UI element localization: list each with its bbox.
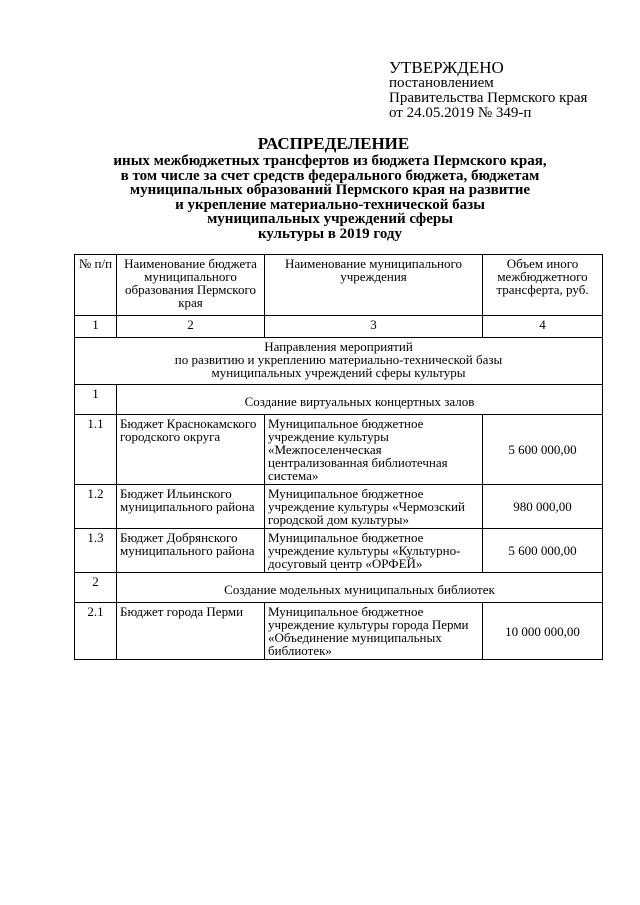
table-row (75, 415, 603, 485)
table-row (75, 603, 603, 660)
row-budget: Бюджет города Перми (117, 603, 265, 660)
title-line: культуры в 2019 году (257, 225, 402, 242)
header-institution: Наименование муниципального учреждения (265, 255, 483, 316)
row-budget: Бюджет Краснокамского городского округа (117, 415, 265, 485)
direction-line: муниципальных учреждений сферы культуры (211, 365, 466, 380)
title-line: муниципальных образований Пермского края на развитие (129, 182, 531, 198)
approval-line: постановлением (389, 75, 494, 91)
header-amount: Объем иного межбюджетного трансферта, руб. (483, 255, 603, 316)
title-heading: РАСПРЕДЕЛЕНИЕ (257, 134, 410, 153)
row-amount: 10 000 000,00 (483, 603, 603, 660)
distribution-table (74, 254, 603, 660)
document-title (60, 134, 600, 241)
approval-line: от 24.05.2019 № 349-п (389, 105, 532, 121)
row-amount: 5 600 000,00 (483, 415, 603, 485)
row-amount: 980 000,00 (483, 485, 603, 529)
section-row (75, 573, 603, 603)
row-budget: Бюджет Добрянского муниципального района (117, 529, 265, 573)
table-header-row (75, 255, 603, 316)
row-number: 2.1 (75, 603, 117, 660)
column-numbers-row (75, 316, 603, 338)
row-number: 1.3 (75, 529, 117, 573)
direction-line: Направления мероприятий (264, 339, 413, 354)
section-title: Создание модельных муниципальных библиотек (117, 573, 603, 603)
section-number: 2 (75, 573, 117, 603)
title-line: муниципальных учреждений сферы (207, 211, 453, 227)
section-number: 1 (75, 385, 117, 415)
header-number: № п/п (75, 255, 117, 316)
column-number: 1 (75, 316, 117, 338)
column-number: 2 (117, 316, 265, 338)
row-amount: 5 600 000,00 (483, 529, 603, 573)
direction-row (75, 338, 603, 385)
section-row (75, 385, 603, 415)
row-budget: Бюджет Ильинского муниципального района (117, 485, 265, 529)
section-title: Создание виртуальных концертных залов (117, 385, 603, 415)
row-number: 1.2 (75, 485, 117, 529)
row-institution: Муниципальное бюджетное учреждение культуры «Чермозский городской дом культуры» (265, 485, 483, 529)
row-institution: Муниципальное бюджетное учреждение культуры города Перми «Объединение муниципальных библиотек» (265, 603, 483, 660)
approval-stamp (389, 59, 587, 121)
column-number: 4 (483, 316, 603, 338)
title-line: иных межбюджетных трансфертов из бюджета Пермского края, (113, 153, 547, 169)
title-line: и укрепление материально-технической базы (175, 196, 485, 213)
direction-cell (75, 338, 603, 385)
table-row (75, 529, 603, 573)
table-row (75, 485, 603, 529)
direction-line: по развитию и укреплению материально-технической базы (174, 352, 503, 367)
column-number: 3 (265, 316, 483, 338)
row-number: 1.1 (75, 415, 117, 485)
row-institution: Муниципальное бюджетное учреждение культуры «Культурно-досуговый центр «ОРФЕЙ» (265, 529, 483, 573)
title-line: в том числе за счет средств федерального бюджета, бюджетам (120, 167, 540, 184)
row-institution: Муниципальное бюджетное учреждение культуры «Межпоселенческая централизованная библиотечная система» (265, 415, 483, 485)
header-budget: Наименование бюджета муниципального образования Пермского края (117, 255, 265, 316)
approval-line: Правительства Пермского края (389, 90, 588, 106)
approval-heading: УТВЕРЖДЕНО (389, 58, 504, 77)
